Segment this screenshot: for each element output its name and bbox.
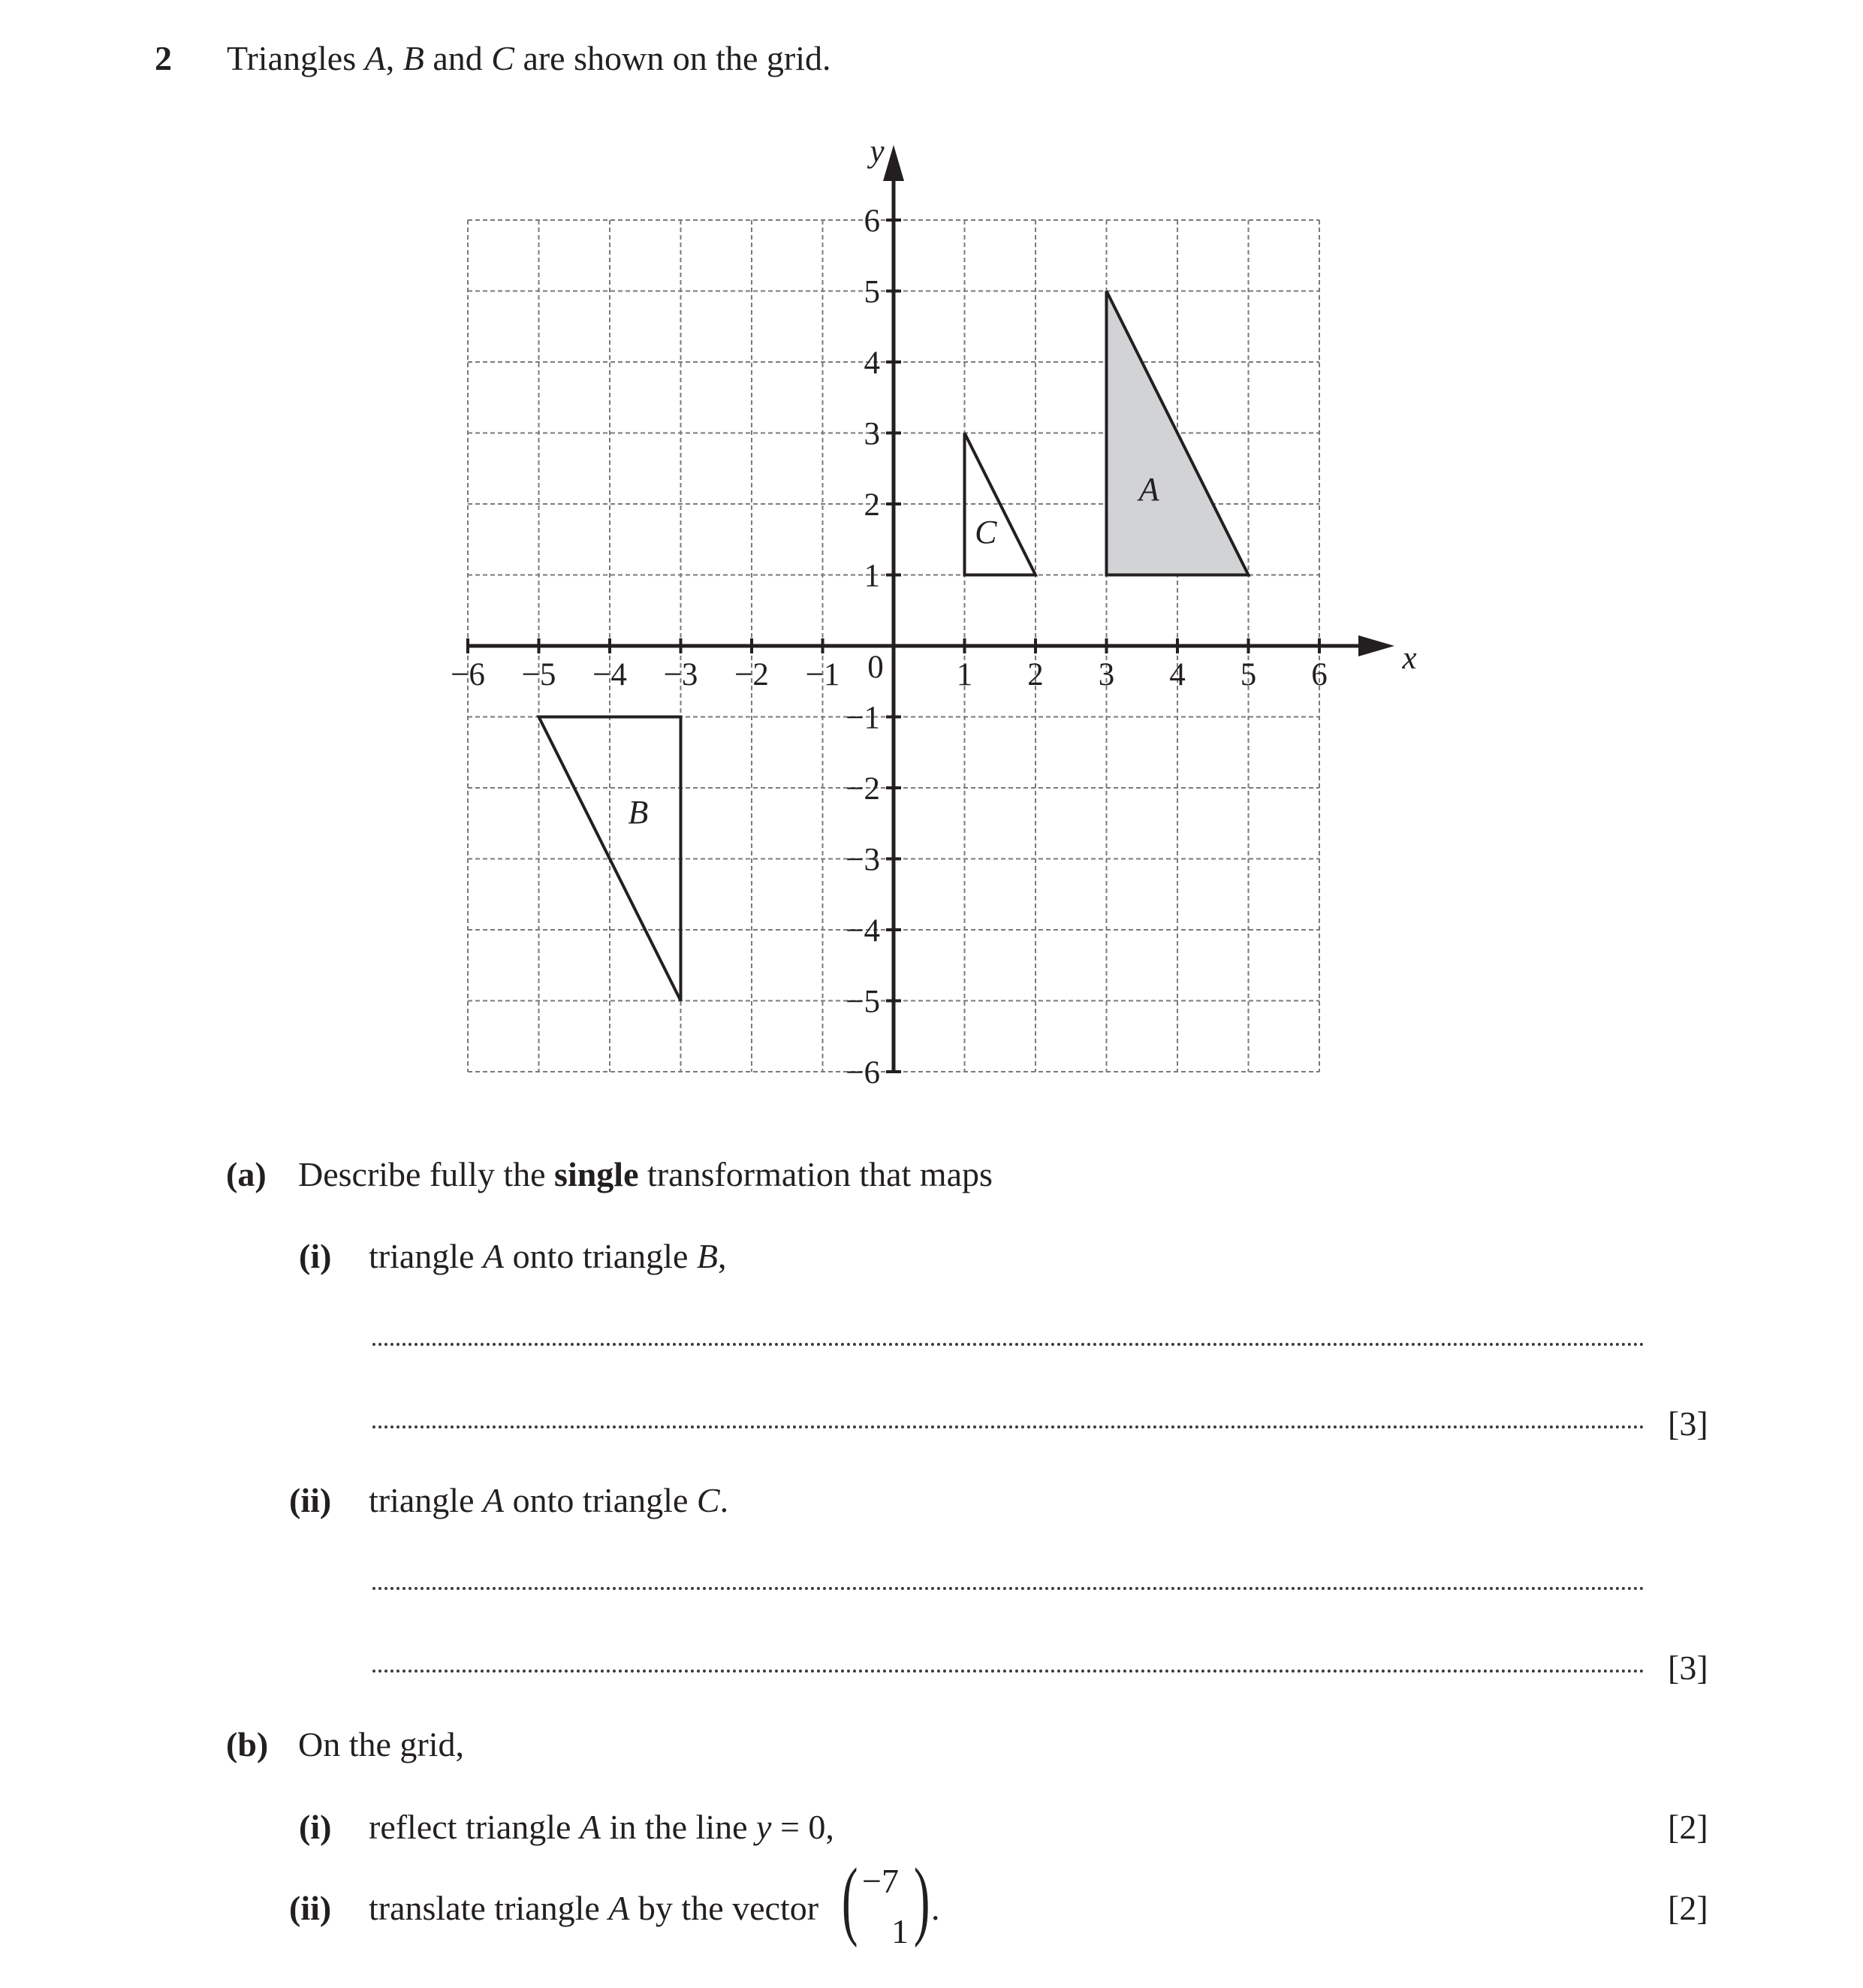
part-b-i-text: reflect triangle A in the line y = 0, [369,1808,834,1846]
answer-line-a-ii-2[interactable] [372,1670,1644,1673]
vector-bottom: 1 [891,1912,909,1950]
answer-line-a-i-2[interactable] [372,1425,1644,1428]
x-tick-label: −2 [734,657,769,692]
stem-var-c: C [491,39,514,77]
part-b-text: On the grid, [298,1725,465,1763]
answer-line-a-ii-1[interactable] [372,1587,1644,1590]
answer-line-a-i-1[interactable] [372,1343,1644,1346]
x-tick-label: −1 [805,657,840,692]
part-a-i-text: triangle A onto triangle B, [369,1237,727,1275]
y-tick-label: 3 [864,416,880,452]
marks-b-i: [2] [1668,1808,1708,1846]
y-tick-label: 4 [864,345,880,381]
y-tick-label: −2 [846,771,880,807]
marks-a-ii: [3] [1668,1649,1708,1687]
x-tick-label: 6 [1311,657,1328,692]
vector-top: −7 [862,1862,899,1900]
x-tick-label: −6 [451,657,485,692]
x-tick-label: 4 [1169,657,1186,692]
triangle-label-a: A [1138,471,1159,508]
part-a-label: (a) [226,1155,267,1193]
part-a-i-label: (i) [299,1237,332,1275]
vector-left-paren: ( [841,1850,858,1948]
part-b-ii-text: translate triangle A by the vector [369,1889,819,1927]
marks-a-i: [3] [1668,1404,1708,1443]
part-a-text: Describe fully the single transformation that maps [298,1155,993,1193]
y-tick-label: −1 [846,700,880,736]
y-tick-label: 2 [864,487,880,523]
part-b-label: (b) [226,1725,269,1763]
y-tick-label: 5 [864,274,880,310]
x-tick-label: −5 [521,657,556,692]
vector-period: . [931,1889,940,1927]
y-tick-label: −5 [846,984,880,1020]
vector-right-paren: ) [913,1850,930,1948]
x-tick-label: 2 [1027,657,1044,692]
part-a-ii-text: triangle A onto triangle C. [369,1481,729,1519]
y-tick-label: −4 [846,913,880,949]
x-axis-arrow-icon [1358,635,1394,656]
y-tick-label: −3 [846,842,880,878]
marks-b-ii: [2] [1668,1889,1708,1927]
x-tick-label: −4 [592,657,627,692]
triangle-label-b: B [628,794,649,831]
axes [451,134,1416,1091]
question-stem: Triangles A, B and C are shown on the grid. [227,39,831,77]
x-tick-label: 3 [1098,657,1115,692]
x-tick-label: 5 [1240,657,1257,692]
y-axis-arrow-icon [883,145,904,181]
question-number: 2 [155,39,172,77]
stem-var-a: A [364,39,386,77]
y-tick-label: 6 [864,204,880,239]
part-b-i-label: (i) [299,1808,332,1846]
part-b-ii-label: (ii) [289,1889,332,1927]
part-a-ii-label: (ii) [289,1481,332,1519]
triangle-label-c: C [975,513,997,551]
y-tick-label: 1 [864,558,880,594]
x-tick-label: 1 [956,657,973,692]
stem-var-b: B [402,39,424,77]
y-tick-label: −6 [846,1055,880,1091]
y-axis-label: y [870,134,885,169]
origin-label: 0 [867,650,884,685]
x-axis-label: x [1402,641,1417,676]
x-tick-label: −3 [663,657,698,692]
